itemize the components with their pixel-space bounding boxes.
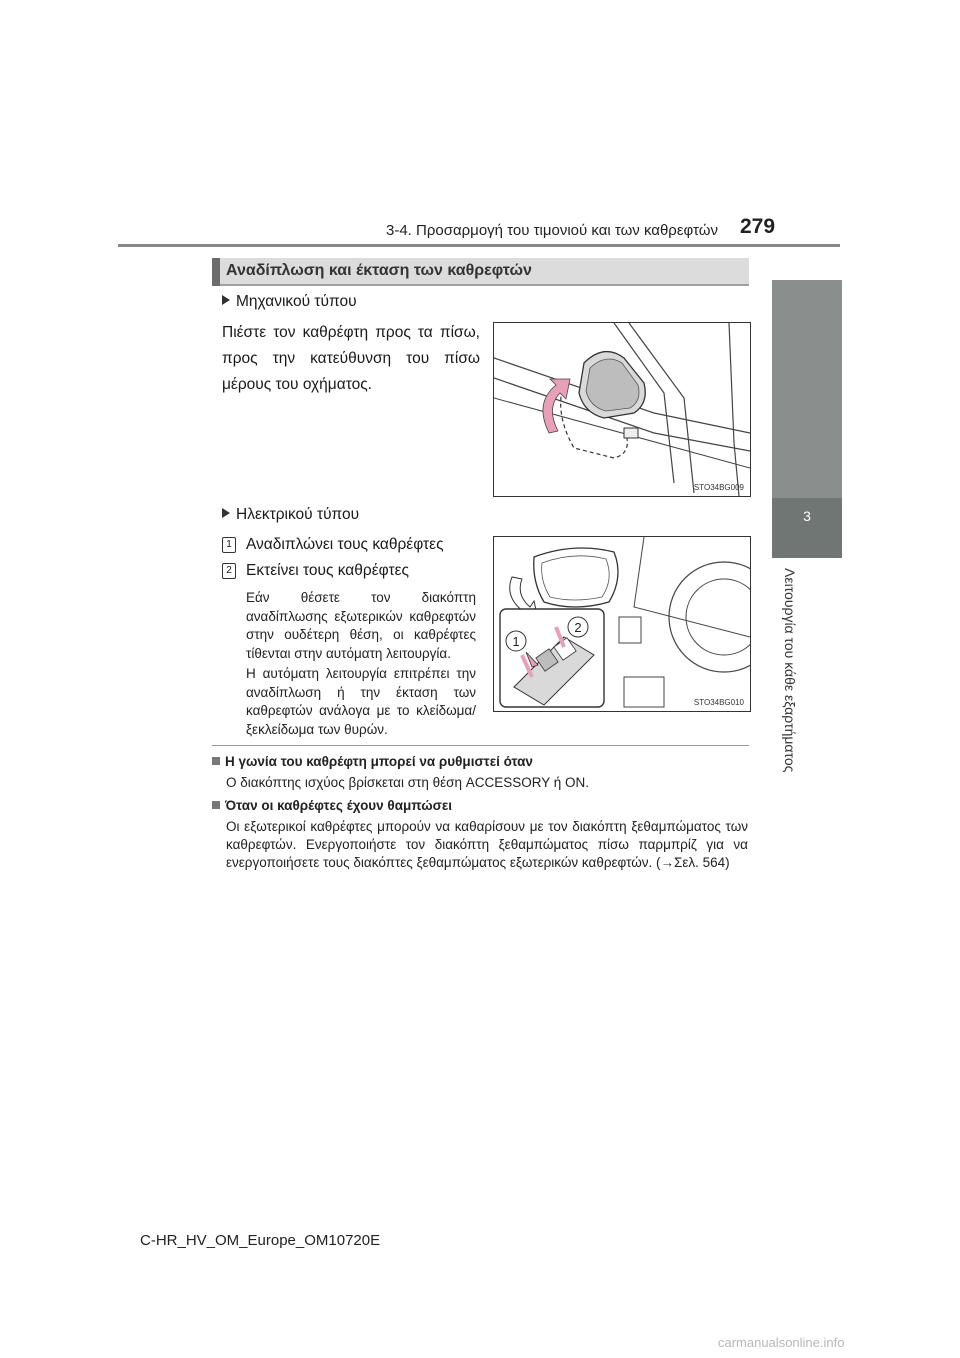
manual-mirror-illustration: [494, 323, 750, 496]
figure-code-electric: STO34BG010: [693, 698, 744, 707]
figure-electric-switch: [493, 536, 751, 712]
square-bullet-icon: [212, 757, 220, 765]
electric-note-auto: Η αυτόματη λειτουργία επιτρέπει την αναδίπλωση ή την έκταση των καθρεφτών ανάλογα με το κλείδωμα/ξεκλείδωμα των θυρών.: [246, 666, 476, 737]
electric-type-label-text: Ηλεκτρικού τύπου: [236, 506, 360, 523]
section-heading-bar: [212, 258, 220, 286]
section-separator: [212, 745, 749, 746]
square-bullet-icon: [212, 801, 220, 809]
callout-1: 1: [512, 634, 520, 649]
section-heading-text: Αναδίπλωση και έκταση των καθρεφτών: [226, 262, 532, 279]
callout-2: 2: [574, 620, 582, 635]
page-number: 279: [740, 215, 776, 238]
header-rule: [118, 244, 840, 247]
document-id: C-HR_HV_OM_Europe_OM10720E: [140, 1232, 381, 1249]
triangle-bullet-icon: [222, 508, 230, 518]
side-tab-chapter-number: 3: [772, 498, 842, 558]
electric-item-1: [222, 533, 236, 557]
item-number-box: 2: [222, 563, 236, 579]
watermark: carmanualsonline.info: [718, 1335, 845, 1350]
electric-note-neutral: Εάν θέσετε τον διακόπτη αναδίπλωσης εξωτερικών καθρεφτών στην ουδέτερη θέση, οι καθρέφτες τίθενται στην αυτόματη λειτουργία.: [246, 590, 476, 661]
section-heading: [212, 258, 749, 286]
side-tab-upper: [772, 280, 842, 498]
manual-type-label: [222, 290, 357, 314]
figure-manual-mirror: [493, 322, 751, 497]
electric-item-1-text: Αναδιπλώνει τους καθρέφτες: [246, 536, 444, 553]
running-header-section: 3-4. Προσαρμογή του τιμονιού και των καθρεφτών: [386, 222, 718, 239]
manual-type-instruction: Πιέστε τον καθρέφτη προς τα πίσω, προς την κατεύθυνση του πίσω μέρους του οχήματος.: [222, 324, 480, 393]
note-1-title-text: Η γωνία του καθρέφτη μπορεί να ρυθμιστεί όταν: [225, 754, 533, 769]
note-1-title: [212, 754, 533, 769]
manual-type-label-text: Μηχανικού τύπου: [236, 293, 357, 310]
note-1-text: Ο διακόπτης ισχύος βρίσκεται στη θέση ACCESSORY ή ON.: [226, 775, 590, 790]
item-number-box: 1: [222, 537, 236, 553]
side-tab-chapter-title: [782, 568, 822, 818]
electric-item-2-text: Εκτείνει τους καθρέφτες: [246, 562, 409, 579]
figure-code-manual: STO34BG009: [693, 483, 744, 492]
note-2-text: Οι εξωτερικοί καθρέφτες μπορούν να καθαρίσουν με τον διακόπτη ξεθαμπώματος των καθρεφτών. Ενεργοποιήστε τον διακόπτη ξεθαμπώματος πίσω παρμπρίζ για να ενεργοποιήσετε τους διακόπτες ξεθαμπώματος εξωτερικών καθρεφτών. (→Σελ. 564): [226, 819, 748, 870]
note-2-title: [212, 798, 452, 813]
electric-switch-illustration: [494, 537, 750, 711]
note-2-title-text: Όταν οι καθρέφτες έχουν θαμπώσει: [225, 798, 453, 813]
side-tab-chapter-title-text: Λειτουργία του κάθε εξαρτήματος: [782, 568, 798, 773]
triangle-bullet-icon: [222, 295, 230, 305]
electric-type-label: [222, 503, 359, 527]
electric-item-2: [222, 559, 236, 583]
